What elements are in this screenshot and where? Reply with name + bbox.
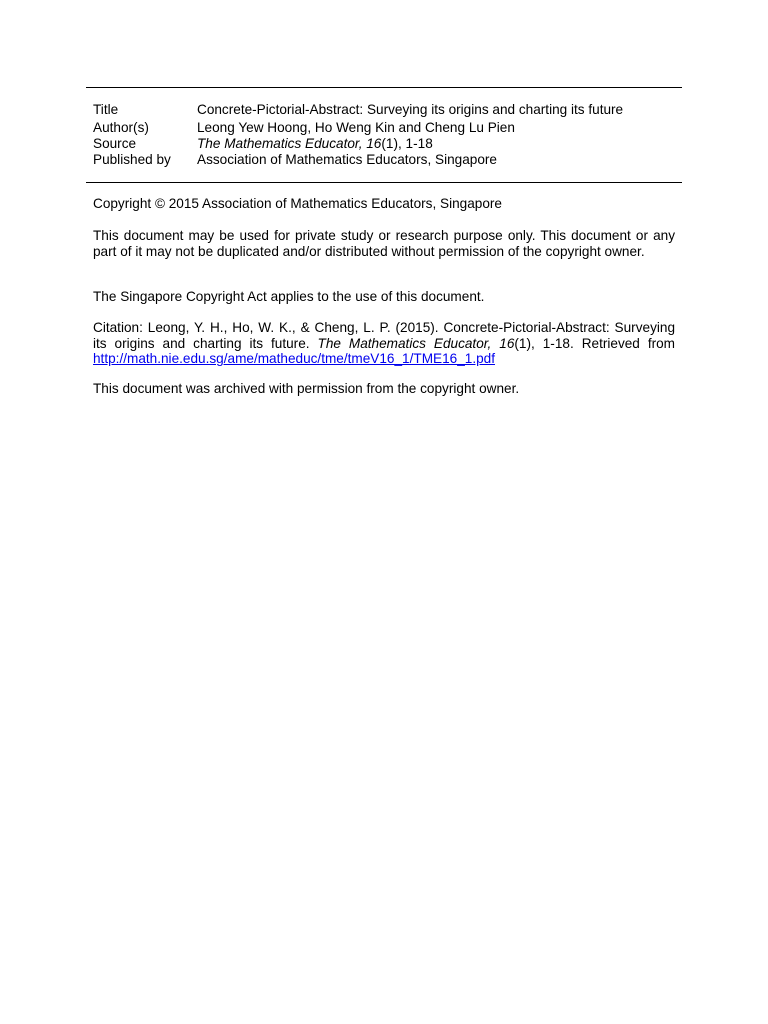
authors-label: Author(s)	[93, 119, 149, 135]
source-journal: The Mathematics Educator, 16	[197, 135, 382, 151]
middle-divider	[86, 182, 682, 183]
metadata-row-authors	[93, 120, 683, 136]
publisher-value: Association of Mathematics Educators, Singapore	[197, 151, 497, 167]
copyright-act-paragraph: The Singapore Copyright Act applies to the use of this document.	[93, 289, 485, 304]
title-value: Concrete-Pictorial-Abstract: Surveying its origins and charting its future	[197, 102, 624, 117]
source-value	[197, 136, 683, 152]
top-divider	[86, 87, 682, 88]
authors-value: Leong Yew Hoong, Ho Weng Kin and Cheng Lu Pien	[197, 119, 515, 135]
copyright-line: Copyright © 2015 Association of Mathematics Educators, Singapore	[93, 196, 502, 211]
usage-paragraph: This document may be used for private study or research purpose only. This document or any part of it may not be duplicated and/or distributed without permission of the copyright owner.	[93, 228, 675, 259]
citation-journal: The Mathematics Educator, 16	[317, 335, 515, 351]
citation-issue-pages: (1), 1-18.	[514, 335, 574, 351]
archive-note: This document was archived with permission from the copyright owner.	[93, 381, 520, 396]
metadata-row-source	[93, 136, 683, 152]
citation-url-link[interactable]: http://math.nie.edu.sg/ame/matheduc/tme/tmeV16_1/TME16_1.pdf	[93, 351, 495, 367]
source-label: Source	[93, 135, 137, 151]
metadata-row-publisher	[93, 152, 683, 168]
citation-lead: Citation: Leong, Y. H., Ho, W. K., & Cheng, L. P. (2015). Concrete-Pictorial-Abstract: Surveying its origins and charting its future.	[93, 320, 675, 351]
source-issue-pages: (1), 1-18	[381, 135, 433, 151]
publisher-label: Published by	[93, 151, 171, 167]
citation-paragraph	[93, 320, 675, 367]
title-label: Title	[93, 102, 119, 117]
document-metadata	[93, 102, 683, 168]
citation-retrieved-prefix: Retrieved from	[581, 335, 676, 351]
metadata-row-title	[93, 102, 683, 120]
